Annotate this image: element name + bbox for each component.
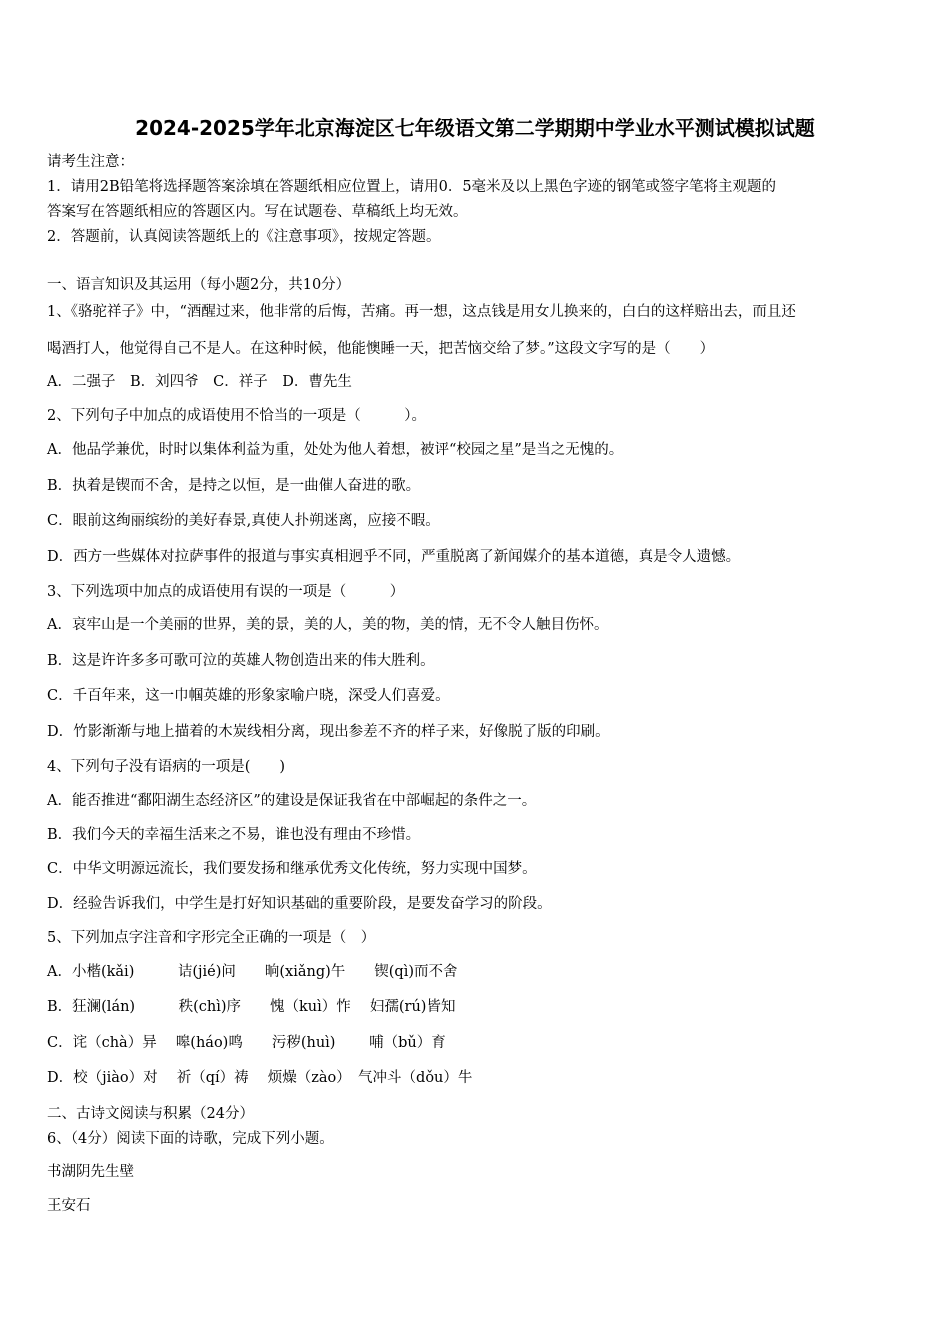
notice-heading: 请考生注意： — [47, 154, 134, 170]
q4-option-d: D．经验告诉我们，中学生是打好知识基础的重要阶段，是要发奋学习的阶段。 — [47, 896, 552, 912]
q5-option-d: D．校（jiào）对 祈（qí）祷 烦燥（zào） 气冲斗（dǒu）牛 — [47, 1070, 473, 1086]
q1-options: A．二强子 B．刘四爷 C．祥子 D．曹先生 — [47, 374, 352, 390]
q6-stem: 6、（4分）阅读下面的诗歌，完成下列小题。 — [47, 1131, 334, 1147]
q4-option-b: B．我们今天的幸福生活来之不易，谁也没有理由不珍惜。 — [47, 827, 421, 843]
q3-option-d: D．竹影渐渐与地上描着的木炭线相分离，现出参差不齐的样子来，好像脱了版的印刷。 — [47, 724, 610, 740]
q2-option-b: B．执着是锲而不舍，是持之以恒，是一曲催人奋进的歌。 — [47, 478, 421, 494]
q5-stem: 5、下列加点字注音和字形完全正确的一项是（ ） — [47, 930, 376, 946]
notice-line-1b: 答案写在答题纸相应的答题区内。写在试题卷、草稿纸上均无效。 — [47, 204, 468, 220]
q3-stem: 3、下列选项中加点的成语使用有误的一项是（ ） — [47, 584, 405, 600]
q2-option-d: D．西方一些媒体对拉萨事件的报道与事实真相迥乎不同，严重脱离了新闻媒介的基本道德，真是令人遗憾。 — [47, 549, 741, 565]
q5-option-b: B．狂澜(lán) 秩(chì)序 愧（kuì）怍 妇孺(rú)皆知 — [47, 999, 456, 1015]
q1-stem-b: 喝酒打人，他觉得自己不是人。在这种时候，他能懊睡一天，把苦恼交给了梦。”这段文字写的是（ ） — [47, 341, 715, 357]
q2-stem: 2、下列句子中加点的成语使用不恰当的一项是（ ）。 — [47, 408, 426, 424]
exam-title: 2024-2025学年北京海淀区七年级语文第二学期期中学业水平测试模拟试题 — [135, 116, 815, 140]
section-1-heading: 一、语言知识及其运用（每小题2分，共10分） — [47, 277, 351, 293]
q4-stem: 4、下列句子没有语病的一项是( ) — [47, 759, 286, 775]
q2-option-c: C．眼前这绚丽缤纷的美好春景,真使人扑朔迷离，应接不暇。 — [47, 513, 440, 529]
section-2-heading: 二、古诗文阅读与积累（24分） — [47, 1106, 254, 1122]
q3-option-b: B．这是许许多多可歌可泣的英雄人物创造出来的伟大胜利。 — [47, 653, 435, 669]
poem-author: 王安石 — [47, 1198, 91, 1214]
q4-option-c: C．中华文明源远流长，我们要发扬和继承优秀文化传统，努力实现中国梦。 — [47, 861, 537, 877]
q3-option-a: A．哀牢山是一个美丽的世界，美的景，美的人，美的物，美的情，无不令人触目伤怀。 — [47, 617, 609, 633]
q3-option-c: C．千百年来，这一巾帼英雄的形象家喻户晓，深受人们喜爱。 — [47, 688, 450, 704]
q2-option-a: A．他品学兼优，时时以集体利益为重，处处为他人着想，被评“校园之星”是当之无愧的。 — [47, 442, 624, 458]
q1-stem-a: 1、《骆驼祥子》中，“酒醒过来，他非常的后悔，苦痛。再一想，这点钱是用女儿换来的，白白的这样赔出去，而且还 — [47, 304, 796, 320]
notice-line-2: 2．答题前，认真阅读答题纸上的《注意事项》，按规定答题。 — [47, 229, 441, 245]
notice-line-1a: 1．请用2B铅笔将选择题答案涂填在答题纸相应位置上，请用0．5毫米及以上黑色字迹的钢笔或签字笔将主观题的 — [47, 179, 777, 195]
poem-title: 书湖阴先生壁 — [47, 1164, 134, 1180]
q5-option-c: C．诧（chà）异 嗥(háo)鸣 污秽(huì) 哺（bǔ）育 — [47, 1035, 446, 1051]
q5-option-a: A．小楷(kǎi) 诘(jié)问 晌(xiǎng)午 锲(qì)而不舍 — [47, 964, 458, 980]
q4-option-a: A．能否推进“鄱阳湖生态经济区”的建设是保证我省在中部崛起的条件之一。 — [47, 793, 537, 809]
